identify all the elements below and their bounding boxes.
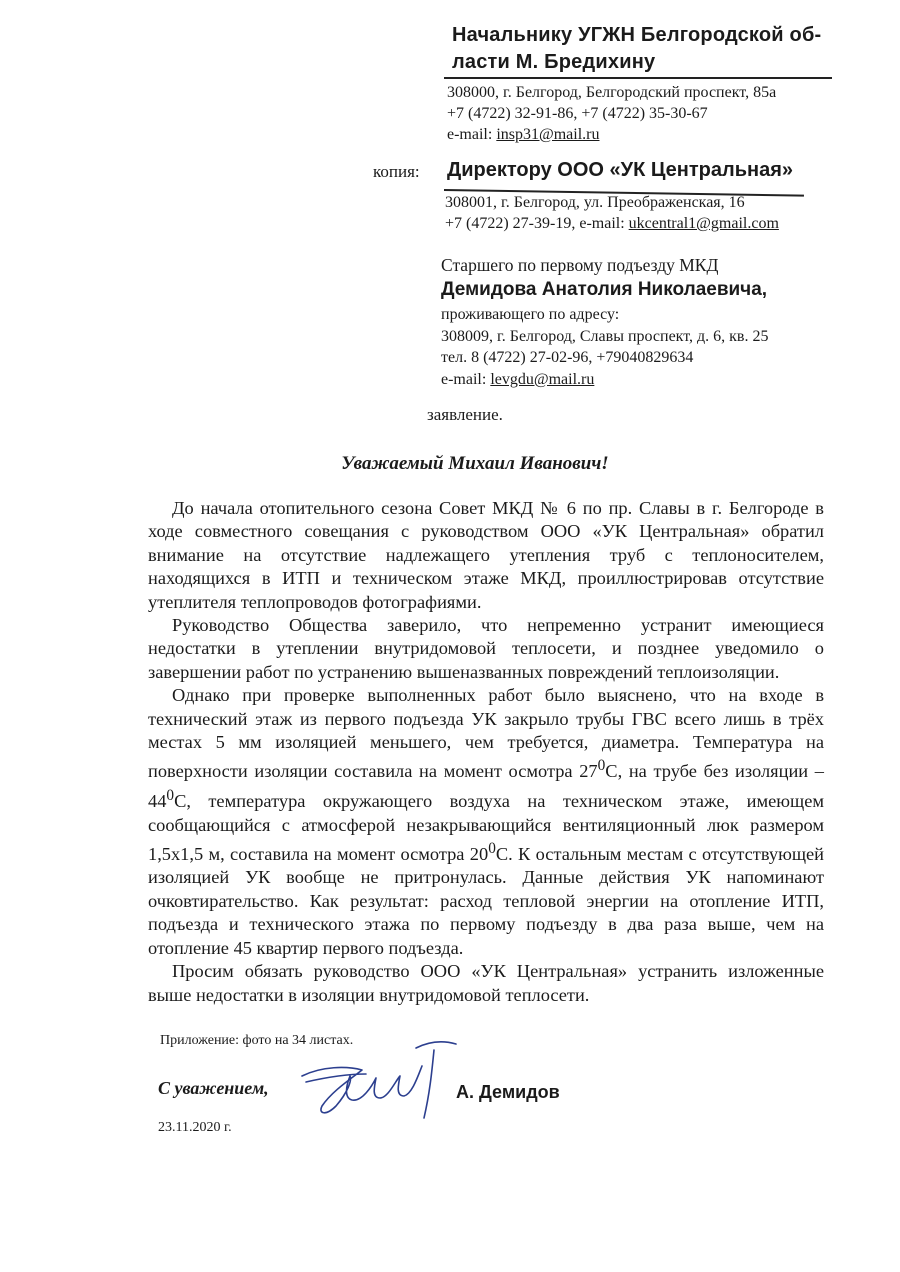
attachment-note: Приложение: фото на 34 листах. [160, 1033, 354, 1048]
recipient-address: 308000, г. Белгород, Белгородский проспект, 85а [447, 84, 777, 101]
paragraph-2: Руководство Общества заверило, что непременно устранит имеющиеся недостатки в утеплении внутридомовой теплосети, и позднее уведомило о завершении работ по устранению вышеназванных повреждений теплоизоляции. [148, 615, 824, 682]
sender-name: Демидова Анатолия Николаевича, [441, 279, 768, 300]
closing-regards: С уважением, [158, 1078, 269, 1098]
recipient-rule [444, 77, 832, 79]
copy-contacts [445, 192, 779, 234]
sender-address: 308009, г. Белгород, Славы проспект, д. 6, кв. 25 [441, 327, 769, 345]
sender-email-link[interactable]: levgdu@mail.ru [490, 370, 595, 388]
copy-recipient-title: Директору ООО «УК Центральная» [447, 159, 794, 181]
sender-phones: тел. 8 (4722) 27-02-96, +79040829634 [441, 349, 694, 366]
paragraph-4: Просим обязать руководство ООО «УК Центральная» устранить изложенные выше недостатки в изоляции внутридомовой теплосети. [148, 961, 824, 1005]
paragraph-3-part-b: С, на трубе без изоляции – 44 [148, 761, 824, 812]
recipient-phones: +7 (4722) 32-91-86, +7 (4722) 35-30-67 [447, 105, 708, 122]
letter-date: 23.11.2020 г. [158, 1120, 232, 1135]
salutation: Уважаемый Михаил Иванович! [341, 453, 609, 474]
copy-phones: +7 (4722) 27-39-19, e-mail: [445, 215, 629, 232]
signer-name: А. Демидов [456, 1082, 560, 1102]
sender-residing: проживающего по адресу: [441, 306, 620, 323]
paragraph-1: До начала отопительного сезона Совет МКД № 6 по пр. Славы в г. Белгороде в ходе совместного совещания с руководством ООО «УК Центральная» обратил внимание на отсутствие надлежащего утепления труб с теплоносителем, находящихся в ИТП и техническом этаже МКД, проиллюстрировав отсутствие утеплителя теплопроводов фотографиями. [148, 498, 824, 612]
sender-contacts [441, 304, 768, 390]
degree-mark: 0 [488, 839, 496, 857]
degree-mark: 0 [597, 757, 606, 775]
copy-address: 308001, г. Белгород, ул. Преображенская, 16 [445, 194, 745, 211]
recipient-contacts [447, 82, 776, 145]
sender-email-label: e-mail: [441, 370, 491, 388]
recipient-email-line [447, 124, 776, 145]
recipient-title-line1: Начальнику УГЖН Белгородской об- [452, 24, 822, 46]
copy-phones-email [445, 213, 779, 234]
paragraph-3 [148, 684, 824, 960]
paragraph-3-part-d: С. К остальным местам с отсутствующей изоляцией УК вообще не притронулась. Данные действия УК напоминают очковтирательство. Как результат: расход тепловой энергии на отопление ИТП, подъезда и технического этажа по первому подъезду в два раза выше, чем на отопление 45 квартир первого подъезда. [148, 844, 824, 958]
signature-image [292, 1036, 462, 1126]
document-type: заявление. [427, 405, 503, 424]
copy-email-link[interactable]: ukcentral1@gmail.com [628, 215, 779, 232]
sender-position: Старшего по первому подъезду МКД [441, 255, 719, 275]
degree-mark: 0 [166, 787, 175, 804]
recipient-title-line2: ласти М. Бредихину [452, 51, 656, 73]
recipient-title [452, 22, 821, 76]
copy-label: копия: [373, 162, 420, 181]
letter-body [148, 497, 824, 1007]
recipient-email-label: e-mail: [447, 126, 497, 143]
paragraph-3-part-a: Однако при проверке выполненных работ было выяснено, что на входе в технический этаж из первого подъезда УК закрыло трубы ГВС всего лишь в трёх местах 5 мм изоляцией меньшего, чем требуется, диаметра. Температура на поверхности изоляции составила на момент осмотра 27 [148, 685, 824, 782]
paragraph-3-part-c: С, температура окружающего воздуха на техническом этаже, имеющем сообщающийся с атмосферой незакрывающийся вентиляционный люк размером 1,5х1,5 м, составила на момент осмотра 20 [148, 791, 824, 865]
sender-email-line [441, 369, 768, 391]
recipient-email-link[interactable]: insp31@mail.ru [496, 126, 600, 143]
